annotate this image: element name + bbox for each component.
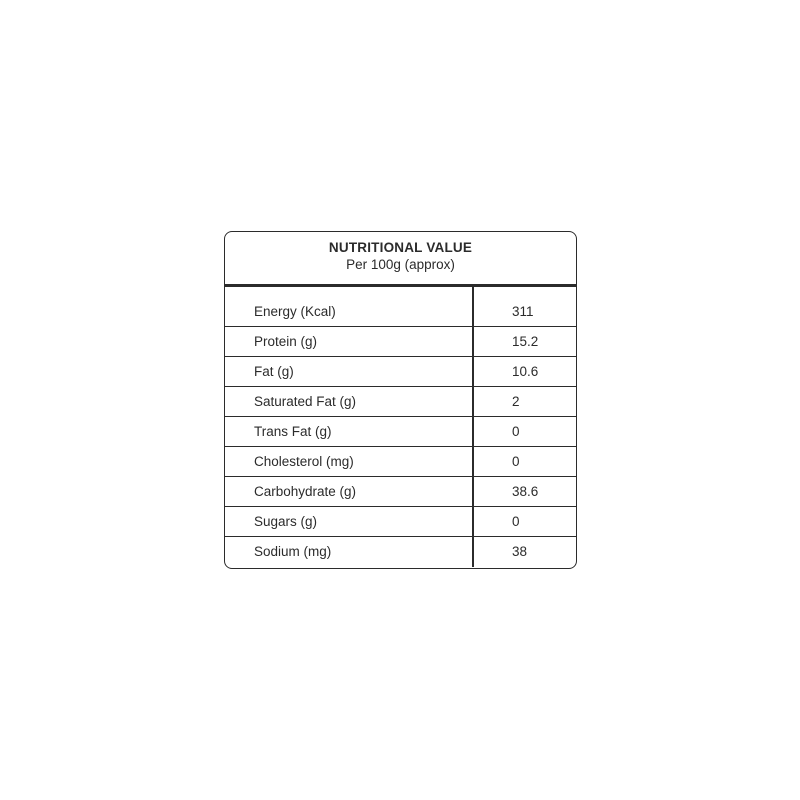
nutrient-label: Fat (g) [254,364,294,379]
table-title: NUTRITIONAL VALUE [328,240,473,255]
nutrient-label: Protein (g) [254,334,318,349]
table-row [225,507,576,537]
table-row [225,327,576,357]
nutrient-label: Carbohydrate (g) [254,484,357,499]
table-subtitle: Per 100g (approx) [346,257,455,272]
table-row [225,357,576,387]
nutrient-label: Sugars (g) [254,514,318,529]
table-row [225,297,576,327]
nutrient-label: Sodium (mg) [254,544,332,559]
nutrient-value: 15.2 [512,334,539,349]
table-row [225,477,576,507]
table-header [225,232,576,284]
nutrition-table [224,231,577,569]
nutrient-value: 0 [512,454,520,469]
nutrient-value: 0 [512,424,520,439]
table-row [225,417,576,447]
nutrient-value: 311 [512,304,534,319]
table-row [225,447,576,477]
nutrient-value: 0 [512,514,520,529]
nutrient-label: Saturated Fat (g) [254,394,357,409]
nutrient-label: Energy (Kcal) [254,304,336,319]
table-row [225,387,576,417]
nutrient-value: 10.6 [512,364,539,379]
table-body [225,287,576,567]
nutrient-value: 38.6 [512,484,539,499]
nutrient-value: 2 [512,394,520,409]
nutrient-value: 38 [512,544,528,559]
nutrient-label: Cholesterol (mg) [254,454,354,469]
table-row [225,537,576,567]
nutrient-label: Trans Fat (g) [254,424,332,439]
